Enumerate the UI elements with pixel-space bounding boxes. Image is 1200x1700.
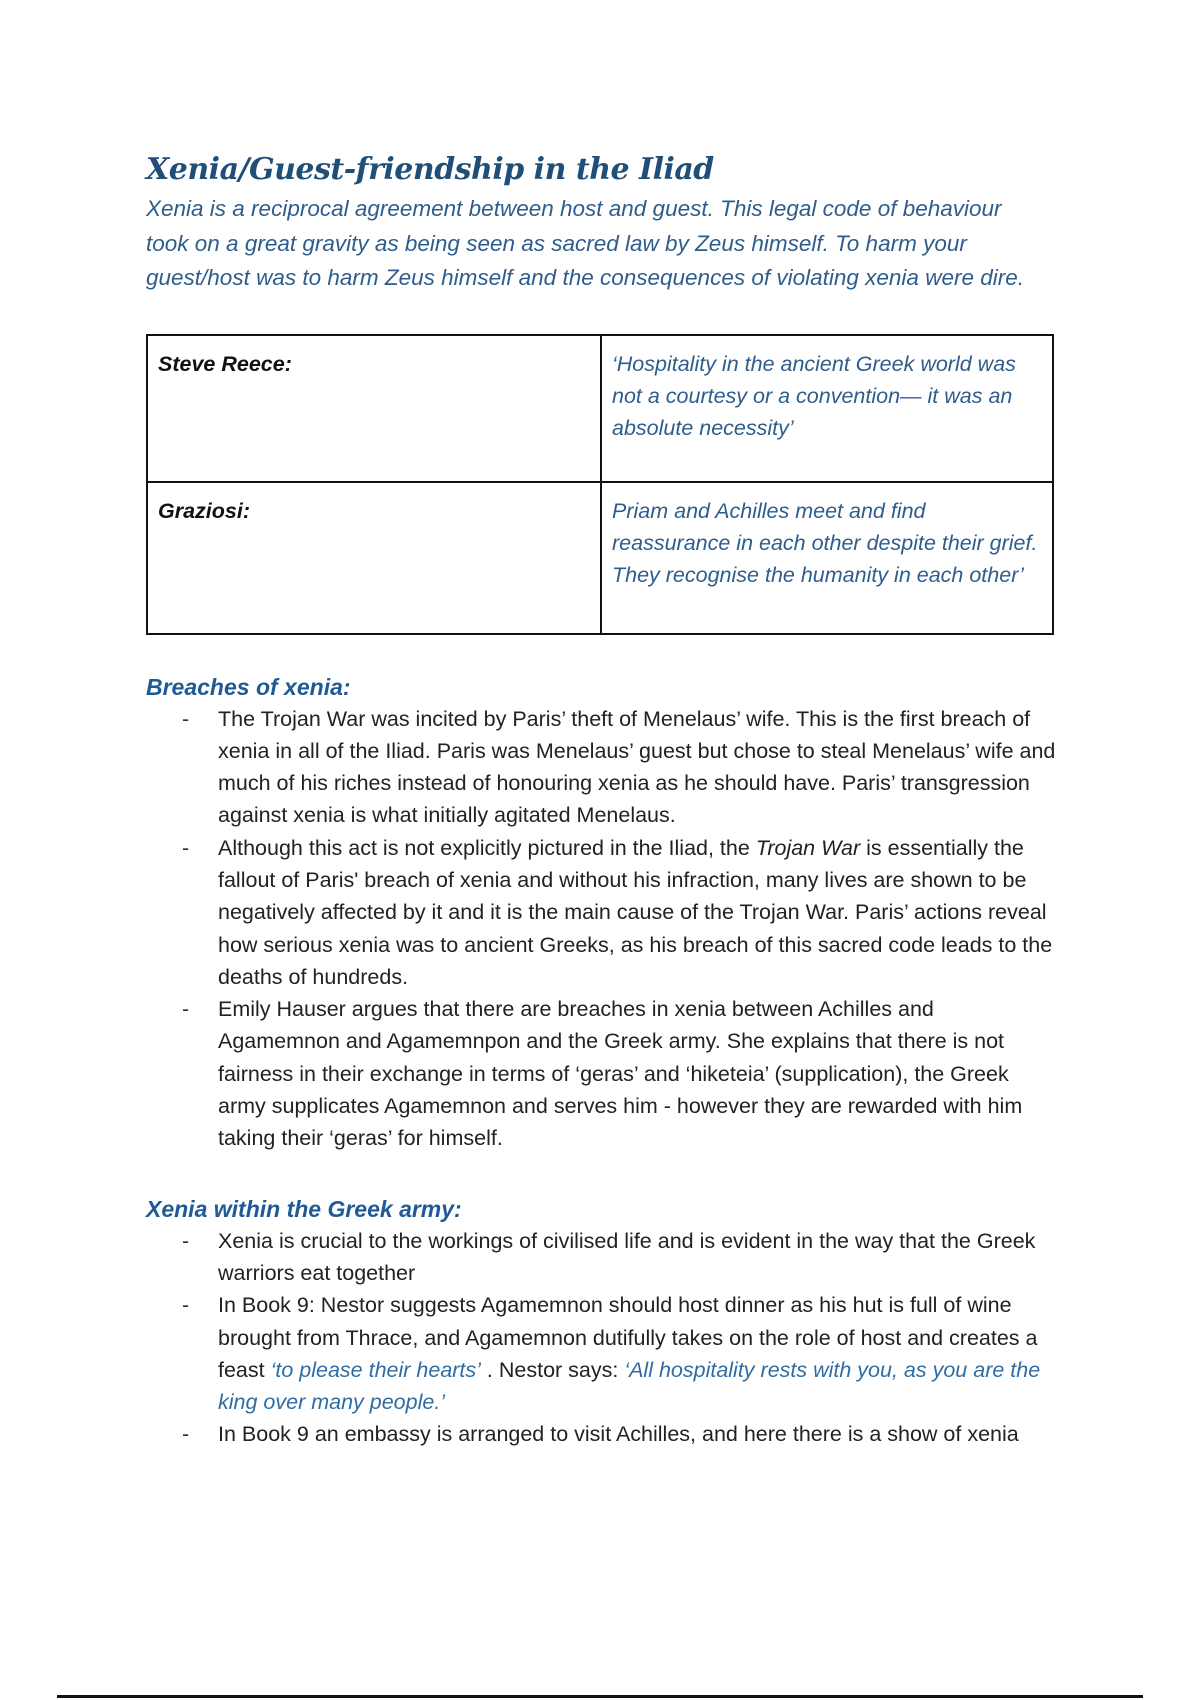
bullet-dash-icon: -: [182, 1293, 190, 1318]
greek-army-list: [146, 1225, 1056, 1451]
italic-term: Trojan War: [755, 835, 861, 860]
inline-quote: ‘All hospitality rests with you, as you are the king over many people.’: [218, 1357, 1041, 1415]
list-item: [182, 1289, 1058, 1418]
list-item-text: In Book 9 an embassy is arranged to visit Achilles, and here there is a show of xenia: [218, 1422, 1019, 1447]
critic-quote: Priam and Achilles meet and find reassurance in each other despite their grief. They recognise the humanity in each other’: [601, 482, 1053, 634]
critic-name: Steve Reece:: [147, 335, 601, 482]
table-row: [147, 335, 1053, 482]
breaches-list: [146, 703, 1056, 1155]
list-item-text: In Book 9: Nestor suggests Agamemnon should host dinner as his hut is full of wine brought from Thrace, and Agamemnon dutifully takes on the role of host and creates a feast: [218, 1293, 1038, 1382]
list-item: [182, 703, 1058, 832]
critic-name: Graziosi:: [147, 482, 601, 634]
section-heading-breaches: Breaches of xenia:: [146, 673, 351, 700]
bullet-dash-icon: -: [182, 997, 190, 1022]
list-item: [182, 993, 1058, 1154]
bullet-dash-icon: -: [182, 706, 190, 731]
table-row: [147, 482, 1053, 634]
critic-quote: ‘Hospitality in the ancient Greek world was not a courtesy or a convention— it was an absolute necessity’: [601, 335, 1053, 482]
bullet-dash-icon: -: [182, 1422, 190, 1447]
list-item-text: Emily Hauser argues that there are breaches in xenia between Achilles and Agamemnon and Agamemnpon and the Greek army. She explains that there is not fairness in their exchange in terms of ‘geras’ and ‘hiketeia’ (supplication), the Greek army supplicates Agamemnon and serves him - however they are rewarded with him taking their ‘geras’ for himself.: [218, 997, 1023, 1151]
list-item: [182, 832, 1058, 993]
list-item-text: is essentially the fallout of Paris' breach of xenia and without his infraction, many lives are shown to be negatively affected by it and it is the main cause of the Trojan War. Paris’ actions reveal how serious xenia was to ancient Greeks, as his breach of this sacred code leads to the deaths of hundreds.: [218, 835, 1053, 989]
bullet-dash-icon: -: [182, 835, 190, 860]
document-title: Xenia/Guest-friendship in the Iliad: [146, 152, 714, 187]
document-page: [146, 150, 1056, 1451]
bullet-dash-icon: -: [182, 1228, 190, 1253]
list-item-text: Xenia is crucial to the workings of civilised life and is evident in the way that the Greek warriors eat together: [218, 1228, 1036, 1285]
list-item: [182, 1225, 1058, 1290]
list-item-text: The Trojan War was incited by Paris’ theft of Menelaus’ wife. This is the first breach of xenia in all of the Iliad. Paris was Menelaus’ guest but chose to steal Menelaus’ wife and much of his riches instead of honouring xenia as he should have. Paris’ transgression against xenia is what initially agitated Menelaus.: [218, 706, 1056, 828]
list-item-text: Although this act is not explicitly pictured in the Iliad, the: [218, 835, 756, 860]
list-item: [182, 1418, 1058, 1450]
section-heading-greek-army: Xenia within the Greek army:: [146, 1195, 462, 1222]
quotes-table: [146, 334, 1054, 635]
page-bottom-rule: [57, 1695, 1143, 1698]
intro-paragraph: Xenia is a reciprocal agreement between host and guest. This legal code of behaviour took on a great gravity as being seen as sacred law by Zeus himself. To harm your guest/host was to harm Zeus himself and the consequences of violating xenia were dire.: [146, 196, 1024, 290]
list-item-text: . Nestor says:: [480, 1357, 625, 1382]
inline-quote: ‘to please their hearts’: [270, 1357, 481, 1382]
